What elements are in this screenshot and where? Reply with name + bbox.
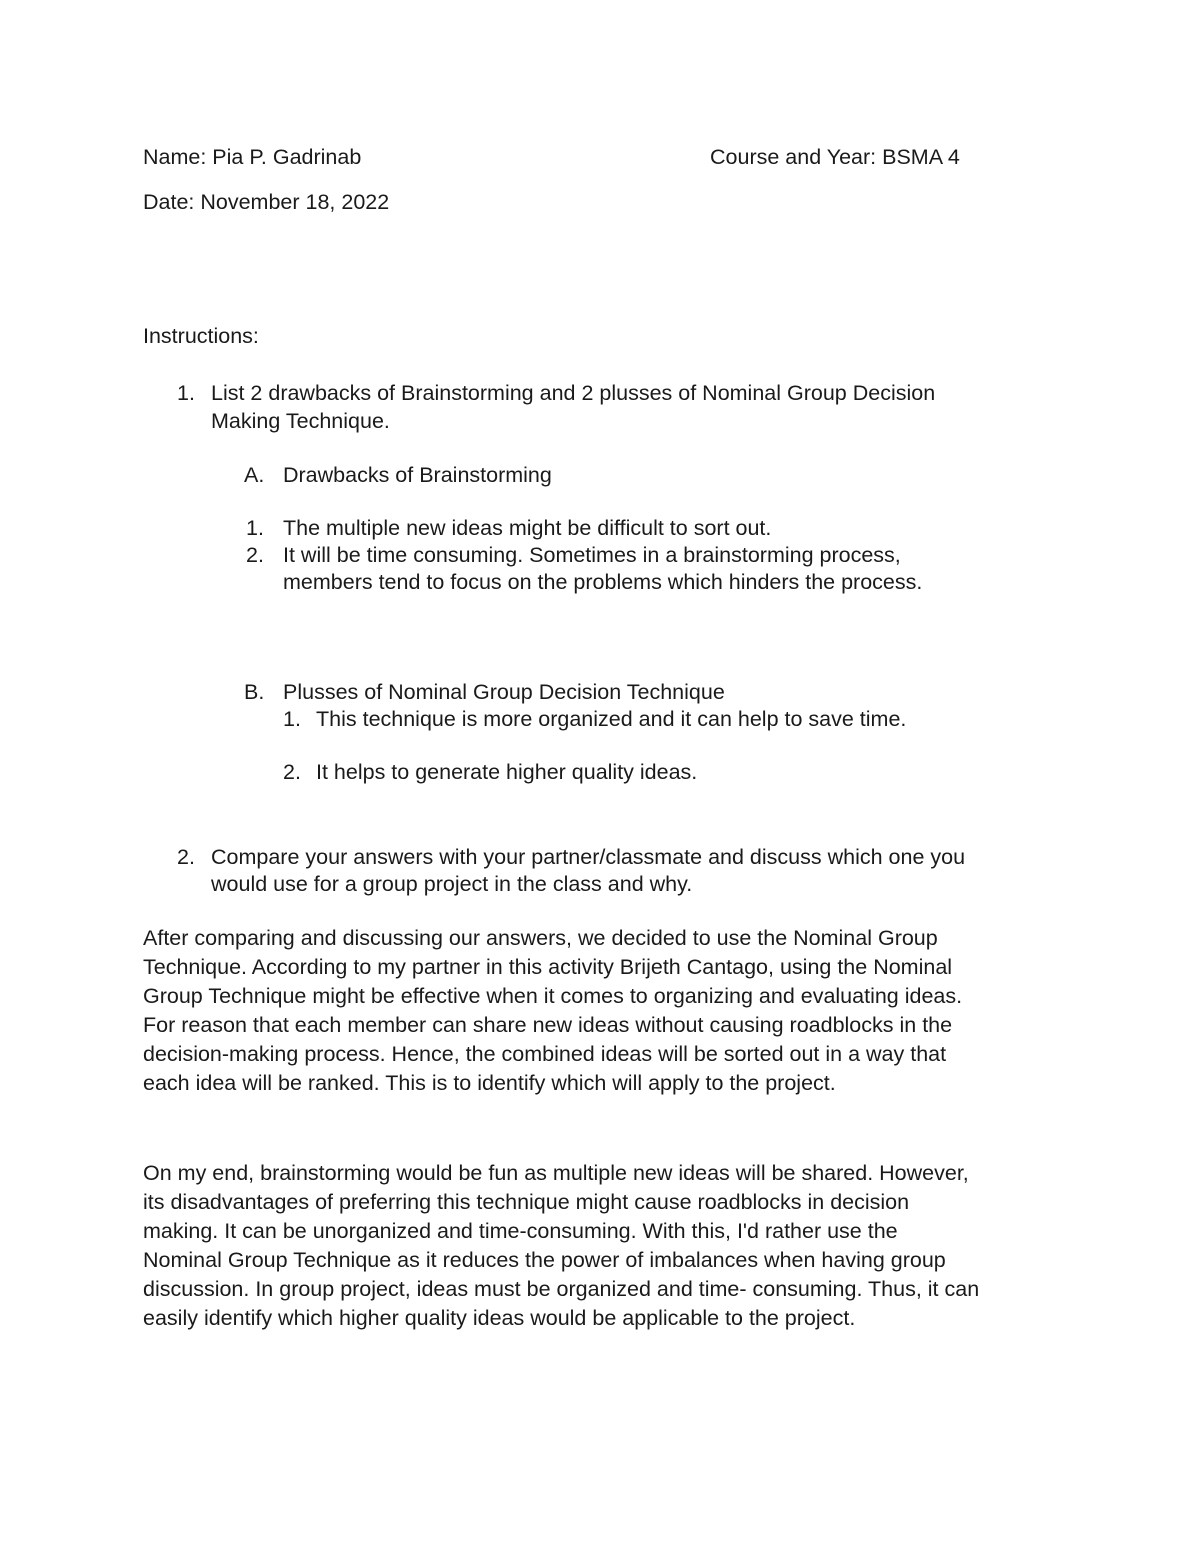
student-name: Name: Pia P. Gadrinab (143, 145, 362, 169)
section-b-item-2-text: It helps to generate higher quality ideas. (316, 760, 698, 784)
answer-paragraph-1-line-1: After comparing and discussing our answers, we decided to use the Nominal Group (143, 926, 938, 950)
answer-paragraph-2-line-4: Nominal Group Technique as it reduces the power of imbalances when having group (143, 1248, 946, 1272)
answer-paragraph-1-line-5: decision-making process. Hence, the combined ideas will be sorted out in a way that (143, 1042, 947, 1066)
answer-paragraph-2-line-1: On my end, brainstorming would be fun as multiple new ideas will be shared. However, (143, 1161, 969, 1185)
section-b-title: Plusses of Nominal Group Decision Technique (283, 680, 725, 704)
question-1-number: 1. (177, 381, 195, 405)
question-2-line-2: would use for a group project in the class and why. (211, 872, 693, 896)
question-2-number: 2. (177, 845, 195, 869)
section-b-item-1-text: This technique is more organized and it can help to save time. (316, 707, 907, 731)
section-a-item-1-text: The multiple new ideas might be difficult to sort out. (283, 516, 772, 540)
answer-paragraph-2-line-2: its disadvantages of preferring this technique might cause roadblocks in decision (143, 1190, 910, 1214)
date: Date: November 18, 2022 (143, 190, 390, 214)
section-b-letter: B. (244, 680, 265, 704)
answer-paragraph-2-line-5: discussion. In group project, ideas must be organized and time- consuming. Thus, it can (143, 1277, 980, 1301)
instructions-label: Instructions: (143, 324, 259, 348)
answer-paragraph-2-line-3: making. It can be unorganized and time-consuming. With this, I'd rather use the (143, 1219, 898, 1243)
question-2-line-1: Compare your answers with your partner/classmate and discuss which one you (211, 845, 966, 869)
question-1-line-1: List 2 drawbacks of Brainstorming and 2 plusses of Nominal Group Decision (211, 381, 936, 405)
section-b-item-1-number: 1. (283, 707, 301, 731)
section-b-item-2-number: 2. (283, 760, 301, 784)
section-a-item-2-number: 2. (246, 543, 264, 567)
section-a-letter: A. (244, 463, 265, 487)
answer-paragraph-2-line-6: easily identify which higher quality ideas would be applicable to the project. (143, 1306, 856, 1330)
answer-paragraph-1-line-6: each idea will be ranked. This is to identify which will apply to the project. (143, 1071, 836, 1095)
question-1-line-2: Making Technique. (211, 409, 390, 433)
section-a-title: Drawbacks of Brainstorming (283, 463, 552, 487)
answer-paragraph-1-line-4: For reason that each member can share new ideas without causing roadblocks in the (143, 1013, 953, 1037)
section-a-item-2-line-2: members tend to focus on the problems which hinders the process. (283, 570, 923, 594)
section-a-item-2-line-1: It will be time consuming. Sometimes in a brainstorming process, (283, 543, 901, 567)
answer-paragraph-1-line-2: Technique. According to my partner in this activity Brijeth Cantago, using the Nominal (143, 955, 953, 979)
answer-paragraph-1-line-3: Group Technique might be effective when it comes to organizing and evaluating ideas. (143, 984, 963, 1008)
course-and-year: Course and Year: BSMA 4 (710, 145, 960, 169)
section-a-item-1-number: 1. (246, 516, 264, 540)
